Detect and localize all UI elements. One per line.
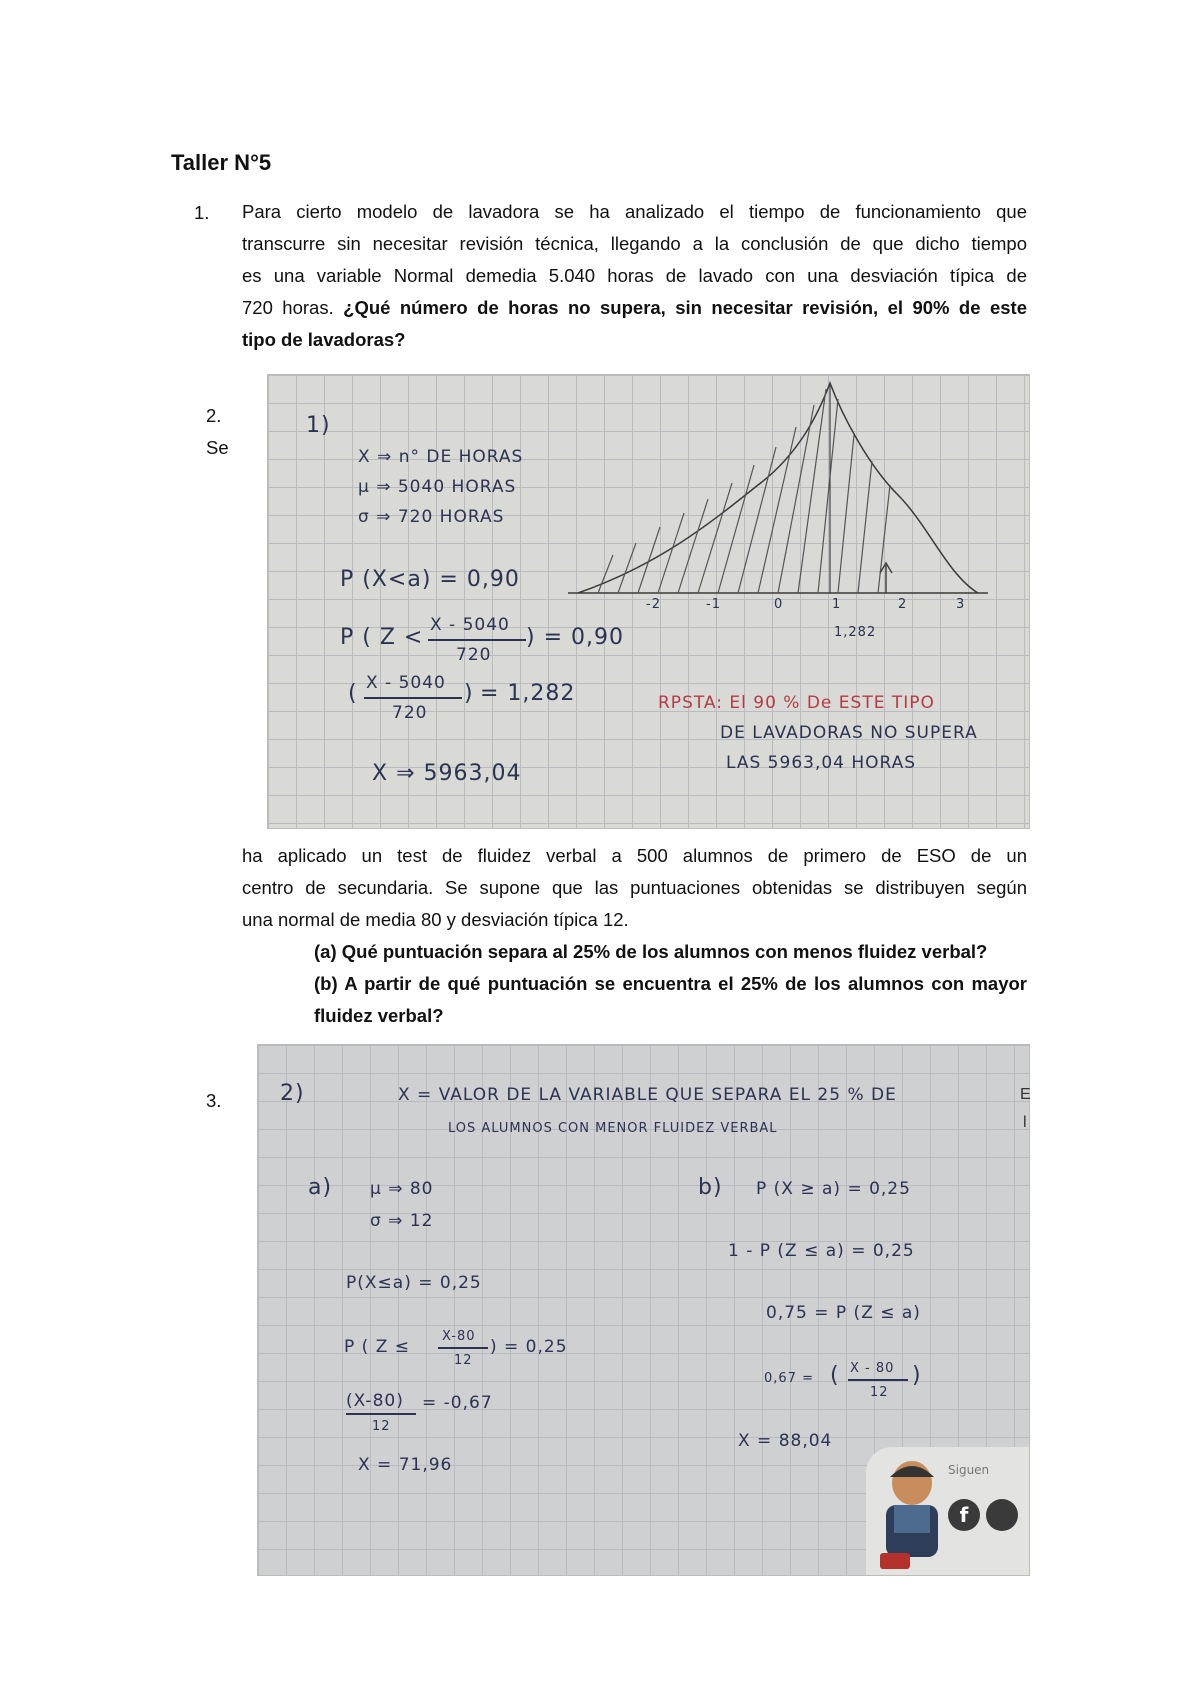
- sticker-overlay: [866, 1447, 1029, 1575]
- q2-line: centro de secundaria. Se supone que las puntuaciones obtenidas se distribuyen según: [242, 877, 1027, 898]
- cut-off-letter: E: [1020, 1086, 1031, 1103]
- hw-eq3-open: (: [348, 681, 358, 706]
- facebook-icon[interactable]: f: [948, 1499, 980, 1531]
- sticker-text: Siguen: [948, 1463, 990, 1477]
- question-1-text: [242, 196, 1027, 356]
- axis-tick-label: 0: [774, 597, 784, 612]
- q1-plain: 720 horas.: [242, 297, 344, 318]
- q2-part-a: (a) Qué puntuación separa al 25% de los alumnos con menos fluidez verbal?: [314, 941, 988, 962]
- hw-def-mu: μ ⇒ 5040 HORAS: [358, 477, 517, 497]
- hw-b-eq3: 0,75 = P (Z ≤ a): [766, 1303, 921, 1323]
- hw-b-eq2: 1 - P (Z ≤ a) = 0,25: [728, 1241, 915, 1261]
- q2-part-b: (b) A partir de qué puntuación se encuentra el 25% de los alumnos con mayor: [314, 973, 1027, 994]
- axis-tick-label: -2: [646, 597, 661, 612]
- axis-tick-label: -1: [706, 597, 721, 612]
- axis-tick-label: 2: [898, 597, 908, 612]
- hw-a-eq2-num: X-80: [442, 1329, 476, 1344]
- question-2-text: [242, 840, 1027, 936]
- hw-def-x: X ⇒ n° DE HORAS: [358, 447, 524, 467]
- cut-off-letter: l: [1023, 1114, 1027, 1131]
- hw-fraction-bar: [346, 1413, 416, 1415]
- hw-part-a-label: a): [308, 1175, 333, 1200]
- hw-a-sigma: σ ⇒ 12: [370, 1211, 434, 1231]
- q2-line: ha aplicado un test de fluidez verbal a 500 alumnos de primero de ESO de un: [242, 845, 1027, 866]
- normal-curve-sketch: [568, 375, 988, 635]
- hw-a-eq3-den: 12: [372, 1419, 391, 1434]
- hw-a-eq3-num: (X-80): [346, 1391, 404, 1411]
- hw-b-eq4-open: (: [830, 1363, 840, 1388]
- hw-heading: 2): [280, 1081, 305, 1106]
- hw-definition-line: X = VALOR DE LA VARIABLE QUE SEPARA EL 25 % DE: [398, 1085, 897, 1105]
- hw-eq2-den: 720: [456, 645, 492, 665]
- hw-result: X ⇒ 5963,04: [372, 761, 522, 786]
- hw-eq3-right: = 1,282: [480, 681, 576, 706]
- hw-part-b-label: b): [698, 1175, 723, 1200]
- q1-line: transcurre sin necesitar revisión técnica, llegando a la conclusión de que dicho tiempo: [242, 233, 1027, 254]
- hw-b-eq4-num: X - 80: [850, 1361, 895, 1376]
- q1-question: ¿Qué número de horas no supera, sin necesitar revisión, el 90% de este: [343, 297, 1027, 318]
- q1-line: es una variable Normal demedia 5.040 horas de lavado con una desviación típica de: [242, 265, 1027, 286]
- hw-b-eq4-left: 0,67 =: [764, 1371, 814, 1386]
- hw-fraction-bar: [364, 697, 462, 699]
- handwritten-solution-2-photo: [257, 1044, 1030, 1576]
- hw-answer-line: RPSTA: El 90 % De ESTE TIPO: [658, 693, 935, 713]
- cartoon-worker-icon: [872, 1455, 952, 1573]
- question-3-number: 3.: [206, 1090, 222, 1111]
- q1-line: Para cierto modelo de lavadora se ha analizado el tiempo de funcionamiento que: [242, 201, 1027, 222]
- hw-fraction-bar: [428, 639, 526, 641]
- hw-eq3-close: ): [464, 681, 474, 706]
- axis-tick-label: 1: [832, 597, 842, 612]
- hw-eq2-left: P ( Z <: [340, 625, 424, 650]
- hw-eq3-den: 720: [392, 703, 428, 723]
- axis-tick-label: 3: [956, 597, 966, 612]
- hw-eq3-num: X - 5040: [366, 673, 446, 693]
- hw-a-result: X = 71,96: [358, 1455, 453, 1475]
- hw-eq1: P (X<a) = 0,90: [340, 567, 520, 592]
- question-2-fragment: Se: [206, 437, 229, 458]
- hw-a-mu: μ ⇒ 80: [370, 1179, 434, 1199]
- hw-a-eq3-right: = -0,67: [422, 1393, 493, 1413]
- arrow-label: 1,282: [834, 625, 877, 640]
- hw-fraction-bar: [848, 1379, 908, 1381]
- hw-answer-line: DE LAVADORAS NO SUPERA: [720, 723, 978, 743]
- q1-line: [242, 292, 1027, 324]
- hw-a-eq2-right: ) = 0,25: [490, 1337, 568, 1357]
- q2-line: una normal de media 80 y desviación típica 12.: [242, 909, 629, 930]
- hw-b-eq1: P (X ≥ a) = 0,25: [756, 1179, 911, 1199]
- hw-b-result: X = 88,04: [738, 1431, 833, 1451]
- q2-part-b: fluidez verbal?: [314, 1005, 444, 1026]
- hw-heading: 1): [306, 413, 331, 438]
- handwritten-solution-1-photo: [267, 374, 1030, 829]
- page-title: Taller N°5: [171, 150, 272, 175]
- hw-a-eq2-den: 12: [454, 1353, 473, 1368]
- hw-answer-line: LAS 5963,04 HORAS: [726, 753, 917, 773]
- q1-line: tipo de lavadoras?: [242, 329, 406, 350]
- hw-a-eq1: P(X≤a) = 0,25: [346, 1273, 482, 1293]
- question-2-number: 2.: [206, 405, 222, 426]
- hw-definition-line: LOS ALUMNOS CON MENOR FLUIDEZ VERBAL: [448, 1121, 778, 1136]
- hw-fraction-bar: [438, 1347, 488, 1349]
- hw-eq2-num: X - 5040: [430, 615, 510, 635]
- hw-def-sigma: σ ⇒ 720 HORAS: [358, 507, 505, 527]
- social-icon[interactable]: [986, 1499, 1018, 1531]
- hw-eq2-right: ) = 0,90: [526, 625, 624, 650]
- hw-b-eq4-den: 12: [870, 1385, 889, 1400]
- hw-a-eq2-left: P ( Z ≤: [344, 1337, 410, 1357]
- question-2-parts: [314, 936, 1027, 1032]
- question-1-number: 1.: [194, 202, 210, 223]
- hw-b-eq4-close: ): [912, 1363, 922, 1388]
